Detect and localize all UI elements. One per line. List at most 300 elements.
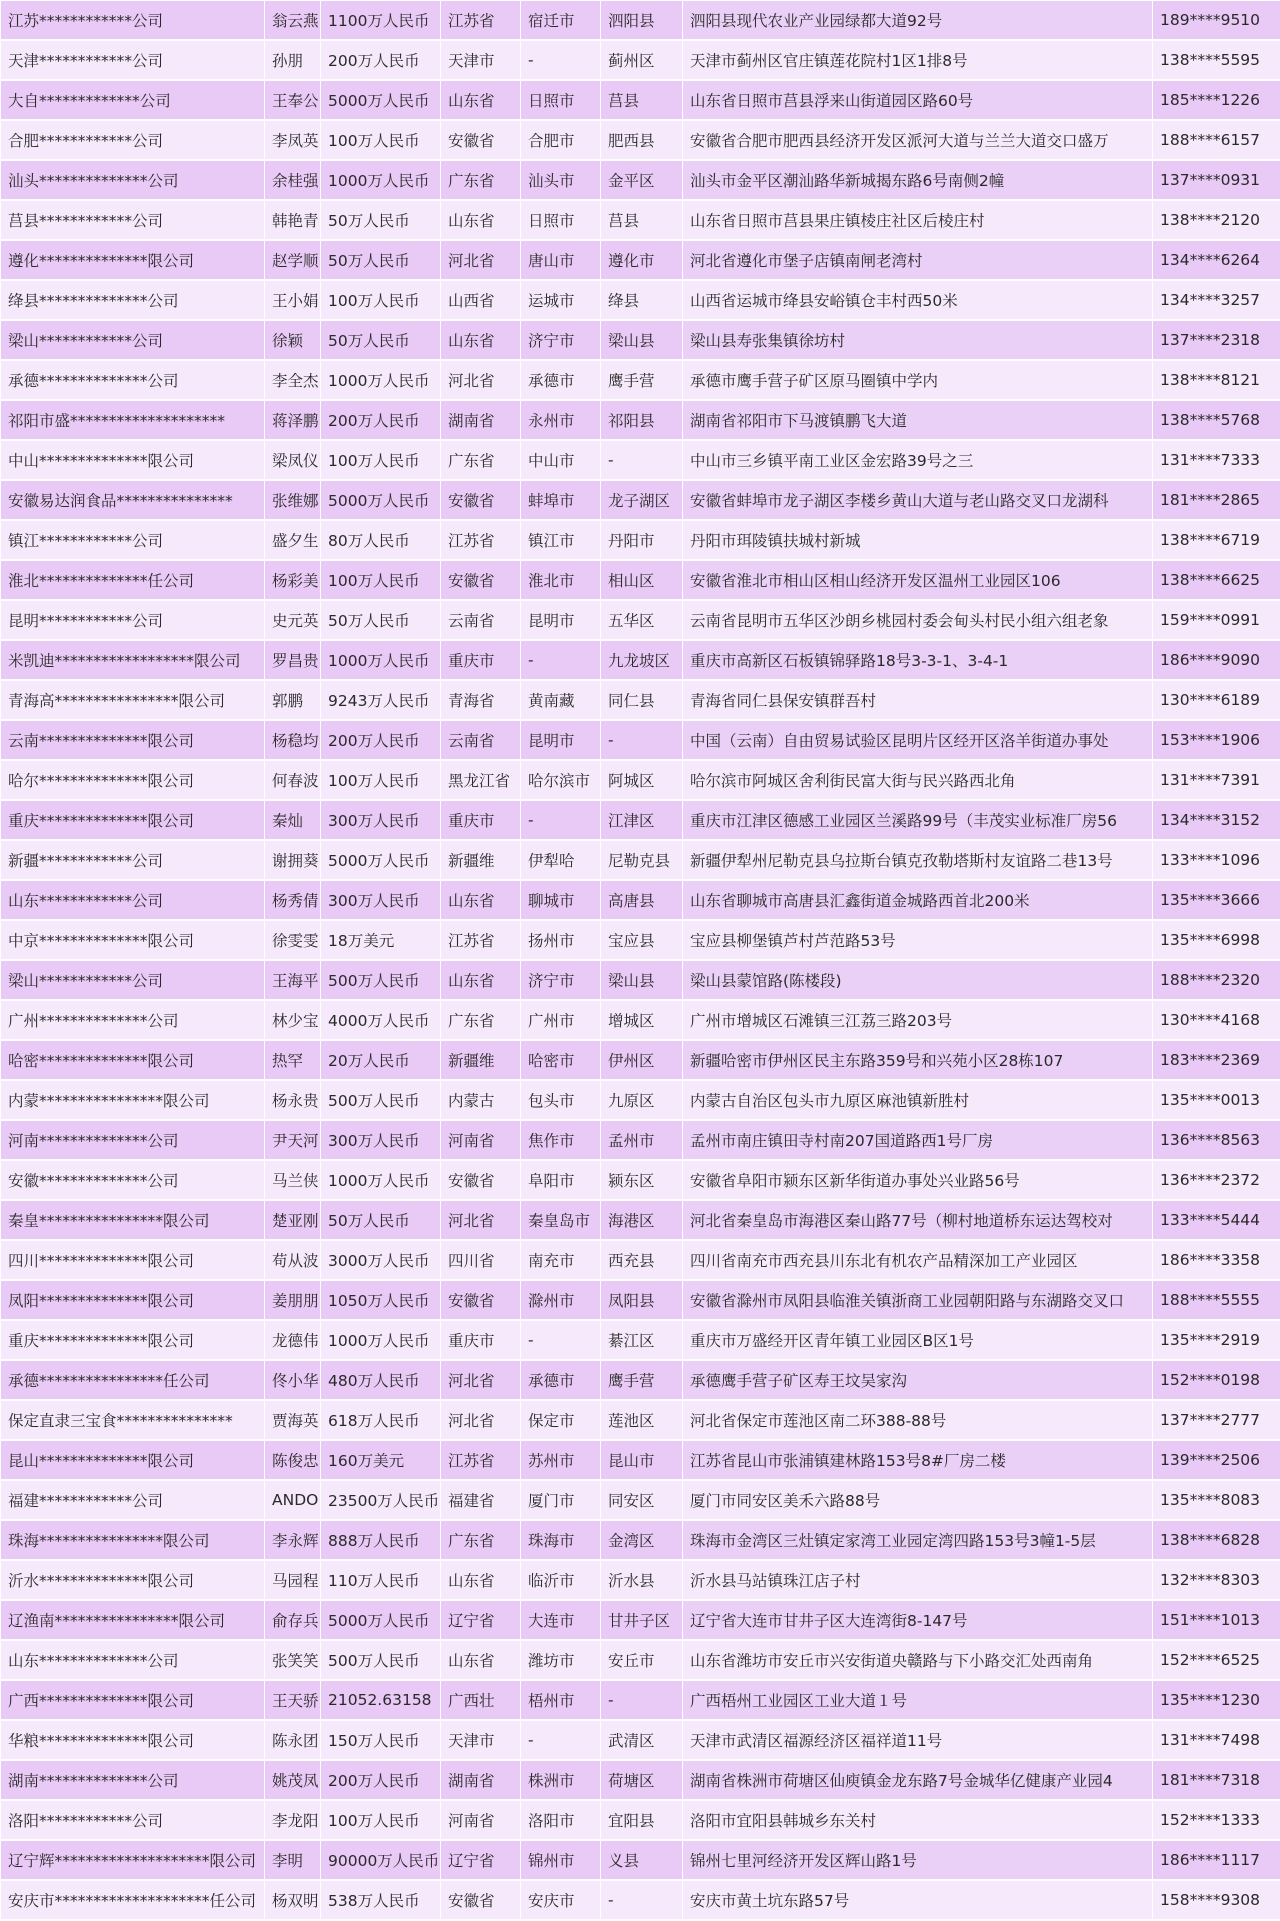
table-row [1, 520, 1280, 560]
province-cell: 山东省 [441, 960, 521, 1000]
district-cell: 孟州市 [601, 1120, 683, 1160]
capital-cell: 5000万人民币 [321, 80, 441, 120]
company-name-cell: 洛阳************公司 [1, 1800, 265, 1840]
capital-cell: 1000万人民币 [321, 360, 441, 400]
legal-rep-cell: 陈永团 [265, 1720, 321, 1760]
legal-rep-cell: 李全杰 [265, 360, 321, 400]
city-cell: 哈尔滨市 [521, 760, 601, 800]
company-name-cell: 承德****************任公司 [1, 1360, 265, 1400]
city-cell: 株洲市 [521, 1760, 601, 1800]
table-row [1, 1040, 1280, 1080]
company-name-cell: 云南**************限公司 [1, 720, 265, 760]
table-row [1, 120, 1280, 160]
province-cell: 山东省 [441, 1560, 521, 1600]
table-row [1, 1680, 1280, 1720]
district-cell: - [601, 440, 683, 480]
district-cell: 阿城区 [601, 760, 683, 800]
district-cell: 沂水县 [601, 1560, 683, 1600]
legal-rep-cell: 谢拥葵 [265, 840, 321, 880]
city-cell: 运城市 [521, 280, 601, 320]
capital-cell: 90000万人民币 [321, 1840, 441, 1880]
company-name-cell: 广州**************公司 [1, 1000, 265, 1040]
legal-rep-cell: 姚茂凤 [265, 1760, 321, 1800]
legal-rep-cell: 楚亚刚 [265, 1200, 321, 1240]
legal-rep-cell: 史元英 [265, 600, 321, 640]
legal-rep-cell: 何春波 [265, 760, 321, 800]
company-name-cell: 内蒙****************限公司 [1, 1080, 265, 1120]
province-cell: 安徽省 [441, 1280, 521, 1320]
table-row [1, 1000, 1280, 1040]
capital-cell: 300万人民币 [321, 880, 441, 920]
city-cell: 日照市 [521, 200, 601, 240]
address-cell: 新疆哈密市伊州区民主东路359号和兴苑小区28栋107 [683, 1040, 1153, 1080]
legal-rep-cell: 郭鹏 [265, 680, 321, 720]
city-cell: 哈密市 [521, 1040, 601, 1080]
city-cell: - [521, 1720, 601, 1760]
table-row [1, 1160, 1280, 1200]
district-cell: 梁山县 [601, 960, 683, 1000]
phone-cell: 138****6625 [1153, 560, 1280, 600]
company-name-cell: 安徽**************公司 [1, 1160, 265, 1200]
province-cell: 河南省 [441, 1800, 521, 1840]
company-name-cell: 昆明************公司 [1, 600, 265, 640]
district-cell: 金湾区 [601, 1520, 683, 1560]
district-cell: 丹阳市 [601, 520, 683, 560]
city-cell: 中山市 [521, 440, 601, 480]
company-name-cell: 天津************公司 [1, 40, 265, 80]
district-cell: 遵化市 [601, 240, 683, 280]
address-cell: 安徽省合肥市肥西县经济开发区派河大道与兰兰大道交口盛万 [683, 120, 1153, 160]
capital-cell: 500万人民币 [321, 960, 441, 1000]
district-cell: 鹰手营 [601, 1360, 683, 1400]
province-cell: 重庆市 [441, 640, 521, 680]
city-cell: 南充市 [521, 1240, 601, 1280]
phone-cell: 138****5595 [1153, 40, 1280, 80]
company-name-cell: 湖南**************公司 [1, 1760, 265, 1800]
table-row [1, 1280, 1280, 1320]
company-name-cell: 莒县************公司 [1, 200, 265, 240]
district-cell: 同仁县 [601, 680, 683, 720]
district-cell: 祁阳县 [601, 400, 683, 440]
province-cell: 河北省 [441, 1360, 521, 1400]
address-cell: 中山市三乡镇平南工业区金宏路39号之三 [683, 440, 1153, 480]
capital-cell: 80万人民币 [321, 520, 441, 560]
province-cell: 四川省 [441, 1240, 521, 1280]
city-cell: - [521, 640, 601, 680]
address-cell: 梁山县寿张集镇徐坊村 [683, 320, 1153, 360]
district-cell: 蓟州区 [601, 40, 683, 80]
company-name-cell: 沂水**************限公司 [1, 1560, 265, 1600]
city-cell: 合肥市 [521, 120, 601, 160]
phone-cell: 134****3152 [1153, 800, 1280, 840]
address-cell: 山东省聊城市高唐县汇鑫街道金城路西首北200米 [683, 880, 1153, 920]
district-cell: 綦江区 [601, 1320, 683, 1360]
province-cell: 辽宁省 [441, 1600, 521, 1640]
capital-cell: 1000万人民币 [321, 1320, 441, 1360]
legal-rep-cell: ANDO [265, 1480, 321, 1520]
company-name-cell: 哈密**************限公司 [1, 1040, 265, 1080]
province-cell: 广东省 [441, 1000, 521, 1040]
address-cell: 安徽省阜阳市颍东区新华街道办事处兴业路56号 [683, 1160, 1153, 1200]
district-cell: 莲池区 [601, 1400, 683, 1440]
district-cell: 梁山县 [601, 320, 683, 360]
table-row [1, 1120, 1280, 1160]
legal-rep-cell: 姜朋朋 [265, 1280, 321, 1320]
company-name-cell: 米凯迪******************限公司 [1, 640, 265, 680]
address-cell: 哈尔滨市阿城区舍利街民富大街与民兴路西北角 [683, 760, 1153, 800]
capital-cell: 200万人民币 [321, 1760, 441, 1800]
table-row [1, 320, 1280, 360]
province-cell: 云南省 [441, 600, 521, 640]
address-cell: 中国（云南）自由贸易试验区昆明片区经开区洛羊街道办事处 [683, 720, 1153, 760]
address-cell: 四川省南充市西充县川东北有机农产品精深加工产业园区 [683, 1240, 1153, 1280]
table-row [1, 1480, 1280, 1520]
city-cell: 包头市 [521, 1080, 601, 1120]
district-cell: 荷塘区 [601, 1760, 683, 1800]
company-name-cell: 辽渔南****************限公司 [1, 1600, 265, 1640]
city-cell: 广州市 [521, 1000, 601, 1040]
legal-rep-cell: 张笑笑 [265, 1640, 321, 1680]
table-row [1, 1440, 1280, 1480]
address-cell: 沂水县马站镇珠江店子村 [683, 1560, 1153, 1600]
address-cell: 安徽省滁州市凤阳县临淮关镇浙商工业园朝阳路与东湖路交叉口 [683, 1280, 1153, 1320]
table-row [1, 960, 1280, 1000]
company-name-cell: 哈尔**************限公司 [1, 760, 265, 800]
city-cell: 焦作市 [521, 1120, 601, 1160]
district-cell: 泗阳县 [601, 1, 683, 41]
company-name-cell: 山东************公司 [1, 880, 265, 920]
province-cell: 重庆市 [441, 800, 521, 840]
province-cell: 湖南省 [441, 1760, 521, 1800]
company-name-cell: 重庆**************限公司 [1, 800, 265, 840]
city-cell: 聊城市 [521, 880, 601, 920]
district-cell: 高唐县 [601, 880, 683, 920]
address-cell: 汕头市金平区潮汕路华新城揭东路6号南侧2幢 [683, 160, 1153, 200]
address-cell: 梁山县蒙馆路(陈楼段) [683, 960, 1153, 1000]
district-cell: 西充县 [601, 1240, 683, 1280]
company-name-cell: 重庆**************限公司 [1, 1320, 265, 1360]
district-cell: 九原区 [601, 1080, 683, 1120]
legal-rep-cell: 张维娜 [265, 480, 321, 520]
legal-rep-cell: 苟从波 [265, 1240, 321, 1280]
address-cell: 江苏省昆山市张浦镇建林路153号8#厂房二楼 [683, 1440, 1153, 1480]
legal-rep-cell: 杨永贵 [265, 1080, 321, 1120]
province-cell: 新疆维 [441, 840, 521, 880]
province-cell: 天津市 [441, 1720, 521, 1760]
capital-cell: 618万人民币 [321, 1400, 441, 1440]
legal-rep-cell: 梁凤仪 [265, 440, 321, 480]
phone-cell: 183****2369 [1153, 1040, 1280, 1080]
table-row [1, 1720, 1280, 1760]
table-row [1, 1800, 1280, 1840]
address-cell: 丹阳市珥陵镇扶城村新城 [683, 520, 1153, 560]
phone-cell: 152****6525 [1153, 1640, 1280, 1680]
company-name-cell: 江苏************公司 [1, 1, 265, 41]
legal-rep-cell: 李凤英 [265, 120, 321, 160]
company-name-cell: 安徽易达润食品*************** [1, 480, 265, 520]
province-cell: 安徽省 [441, 120, 521, 160]
phone-cell: 188****5555 [1153, 1280, 1280, 1320]
legal-rep-cell: 王奉公 [265, 80, 321, 120]
table-row [1, 1, 1280, 41]
city-cell: 秦皇岛市 [521, 1200, 601, 1240]
city-cell: 临沂市 [521, 1560, 601, 1600]
legal-rep-cell: 赵学顺 [265, 240, 321, 280]
table-row [1, 880, 1280, 920]
city-cell: 昆明市 [521, 720, 601, 760]
province-cell: 安徽省 [441, 1880, 521, 1920]
address-cell: 厦门市同安区美禾六路88号 [683, 1480, 1153, 1520]
capital-cell: 50万人民币 [321, 320, 441, 360]
address-cell: 青海省同仁县保安镇群吾村 [683, 680, 1153, 720]
city-cell: 济宁市 [521, 320, 601, 360]
legal-rep-cell: 马园程 [265, 1560, 321, 1600]
capital-cell: 888万人民币 [321, 1520, 441, 1560]
district-cell: 五华区 [601, 600, 683, 640]
company-name-cell: 大自*************公司 [1, 80, 265, 120]
address-cell: 广州市增城区石滩镇三江荔三路203号 [683, 1000, 1153, 1040]
phone-cell: 185****1226 [1153, 80, 1280, 120]
district-cell: 同安区 [601, 1480, 683, 1520]
province-cell: 山东省 [441, 200, 521, 240]
legal-rep-cell: 俞存兵 [265, 1600, 321, 1640]
table-row [1, 440, 1280, 480]
table-row [1, 400, 1280, 440]
province-cell: 江苏省 [441, 920, 521, 960]
city-cell: 保定市 [521, 1400, 601, 1440]
city-cell: 阜阳市 [521, 1160, 601, 1200]
address-cell: 重庆市万盛经开区青年镇工业园区B区1号 [683, 1320, 1153, 1360]
table-row [1, 40, 1280, 80]
company-name-cell: 梁山************公司 [1, 320, 265, 360]
address-cell: 山东省日照市莒县浮来山街道园区路60号 [683, 80, 1153, 120]
table-row [1, 560, 1280, 600]
city-cell: 昆明市 [521, 600, 601, 640]
district-cell: 甘井子区 [601, 1600, 683, 1640]
phone-cell: 134****3257 [1153, 280, 1280, 320]
legal-rep-cell: 热罕 [265, 1040, 321, 1080]
district-cell: 安丘市 [601, 1640, 683, 1680]
capital-cell: 110万人民币 [321, 1560, 441, 1600]
phone-cell: 186****1117 [1153, 1840, 1280, 1880]
company-name-cell: 昆山**************限公司 [1, 1440, 265, 1480]
capital-cell: 50万人民币 [321, 240, 441, 280]
address-cell: 山东省潍坊市安丘市兴安街道央赣路与下小路交汇处西南角 [683, 1640, 1153, 1680]
legal-rep-cell: 孙朋 [265, 40, 321, 80]
company-name-cell: 凤阳**************限公司 [1, 1280, 265, 1320]
capital-cell: 21052.63158 [321, 1680, 441, 1720]
district-cell: 颍东区 [601, 1160, 683, 1200]
phone-cell: 135****8083 [1153, 1480, 1280, 1520]
district-cell: 相山区 [601, 560, 683, 600]
province-cell: 广东省 [441, 1520, 521, 1560]
legal-rep-cell: 杨稳均 [265, 720, 321, 760]
table-row [1, 840, 1280, 880]
phone-cell: 151****1013 [1153, 1600, 1280, 1640]
city-cell: 梧州市 [521, 1680, 601, 1720]
capital-cell: 5000万人民币 [321, 1600, 441, 1640]
phone-cell: 181****7318 [1153, 1760, 1280, 1800]
capital-cell: 20万人民币 [321, 1040, 441, 1080]
phone-cell: 135****6998 [1153, 920, 1280, 960]
company-name-cell: 秦皇****************限公司 [1, 1200, 265, 1240]
capital-cell: 538万人民币 [321, 1880, 441, 1920]
capital-cell: 1100万人民币 [321, 1, 441, 41]
company-name-cell: 新疆************公司 [1, 840, 265, 880]
phone-cell: 135****3666 [1153, 880, 1280, 920]
capital-cell: 18万美元 [321, 920, 441, 960]
phone-cell: 186****9090 [1153, 640, 1280, 680]
table-row [1, 280, 1280, 320]
phone-cell: 138****5768 [1153, 400, 1280, 440]
table-row [1, 720, 1280, 760]
table-row [1, 800, 1280, 840]
capital-cell: 100万人民币 [321, 1800, 441, 1840]
capital-cell: 1000万人民币 [321, 160, 441, 200]
district-cell: - [601, 1680, 683, 1720]
legal-rep-cell: 蒋泽鹏 [265, 400, 321, 440]
capital-cell: 100万人民币 [321, 440, 441, 480]
address-cell: 河北省遵化市堡子店镇南闸老湾村 [683, 240, 1153, 280]
company-name-cell: 承德**************公司 [1, 360, 265, 400]
table-row [1, 1880, 1280, 1920]
legal-rep-cell: 王小娟 [265, 280, 321, 320]
legal-rep-cell: 王天骄 [265, 1680, 321, 1720]
district-cell: 江津区 [601, 800, 683, 840]
city-cell: 承德市 [521, 1360, 601, 1400]
table-row [1, 1360, 1280, 1400]
city-cell: 潍坊市 [521, 1640, 601, 1680]
phone-cell: 131****7391 [1153, 760, 1280, 800]
district-cell: 龙子湖区 [601, 480, 683, 520]
province-cell: 内蒙古 [441, 1080, 521, 1120]
district-cell: 宝应县 [601, 920, 683, 960]
phone-cell: 132****8303 [1153, 1560, 1280, 1600]
company-name-cell: 珠海****************限公司 [1, 1520, 265, 1560]
capital-cell: 100万人民币 [321, 760, 441, 800]
city-cell: 唐山市 [521, 240, 601, 280]
phone-cell: 188****6157 [1153, 120, 1280, 160]
address-cell: 天津市武清区福源经济区福祥道11号 [683, 1720, 1153, 1760]
capital-cell: 1000万人民币 [321, 640, 441, 680]
district-cell: - [601, 1880, 683, 1920]
table-row [1, 600, 1280, 640]
district-cell: 莒县 [601, 200, 683, 240]
city-cell: 永州市 [521, 400, 601, 440]
capital-cell: 160万美元 [321, 1440, 441, 1480]
company-name-cell: 镇江************公司 [1, 520, 265, 560]
capital-cell: 50万人民币 [321, 1200, 441, 1240]
table-row [1, 80, 1280, 120]
legal-rep-cell: 杨秀倩 [265, 880, 321, 920]
company-name-cell: 青海高****************限公司 [1, 680, 265, 720]
address-cell: 河北省秦皇岛市海港区秦山路77号（柳村地道桥东运达驾校对 [683, 1200, 1153, 1240]
legal-rep-cell: 李永辉 [265, 1520, 321, 1560]
district-cell: 鹰手营 [601, 360, 683, 400]
company-name-cell: 绛县**************公司 [1, 280, 265, 320]
address-cell: 承德市鹰手营子矿区原马圈镇中学内 [683, 360, 1153, 400]
capital-cell: 5000万人民币 [321, 840, 441, 880]
table-row [1, 480, 1280, 520]
company-name-cell: 山东**************公司 [1, 1640, 265, 1680]
phone-cell: 153****1906 [1153, 720, 1280, 760]
province-cell: 江苏省 [441, 1440, 521, 1480]
capital-cell: 50万人民币 [321, 200, 441, 240]
table-row [1, 1240, 1280, 1280]
legal-rep-cell: 韩艳青 [265, 200, 321, 240]
province-cell: 新疆维 [441, 1040, 521, 1080]
legal-rep-cell: 罗昌贵 [265, 640, 321, 680]
city-cell: 安庆市 [521, 1880, 601, 1920]
address-cell: 辽宁省大连市甘井子区大连湾街8-147号 [683, 1600, 1153, 1640]
address-cell: 河北省保定市莲池区南二环388-88号 [683, 1400, 1153, 1440]
table-row [1, 1760, 1280, 1800]
address-cell: 云南省昆明市五华区沙朗乡桃园村委会甸头村民小组六组老象 [683, 600, 1153, 640]
city-cell: 扬州市 [521, 920, 601, 960]
legal-rep-cell: 龙德伟 [265, 1320, 321, 1360]
province-cell: 江苏省 [441, 1, 521, 41]
table-row [1, 160, 1280, 200]
capital-cell: 500万人民币 [321, 1080, 441, 1120]
phone-cell: 130****4168 [1153, 1000, 1280, 1040]
province-cell: 山东省 [441, 1640, 521, 1680]
legal-rep-cell: 陈俊忠 [265, 1440, 321, 1480]
table-row [1, 680, 1280, 720]
address-cell: 珠海市金湾区三灶镇定家湾工业园定湾四路153号3幢1-5层 [683, 1520, 1153, 1560]
company-name-cell: 祁阳市盛******************** [1, 400, 265, 440]
company-name-cell: 四川**************限公司 [1, 1240, 265, 1280]
company-name-cell: 中京**************限公司 [1, 920, 265, 960]
city-cell: - [521, 800, 601, 840]
phone-cell: 133****1096 [1153, 840, 1280, 880]
phone-cell: 133****5444 [1153, 1200, 1280, 1240]
district-cell: 昆山市 [601, 1440, 683, 1480]
city-cell: 蚌埠市 [521, 480, 601, 520]
district-cell: 莒县 [601, 80, 683, 120]
legal-rep-cell: 林少宝 [265, 1000, 321, 1040]
address-cell: 泗阳县现代农业产业园绿都大道92号 [683, 1, 1153, 41]
district-cell: 义县 [601, 1840, 683, 1880]
phone-cell: 138****8121 [1153, 360, 1280, 400]
capital-cell: 200万人民币 [321, 400, 441, 440]
capital-cell: 300万人民币 [321, 1120, 441, 1160]
company-name-cell: 汕头**************公司 [1, 160, 265, 200]
address-cell: 锦州七里河经济开发区辉山路1号 [683, 1840, 1153, 1880]
address-cell: 承德鹰手营子矿区寿王坟吴家沟 [683, 1360, 1153, 1400]
province-cell: 山东省 [441, 880, 521, 920]
address-cell: 天津市蓟州区官庄镇莲花院村1区1排8号 [683, 40, 1153, 80]
phone-cell: 188****2320 [1153, 960, 1280, 1000]
province-cell: 天津市 [441, 40, 521, 80]
province-cell: 安徽省 [441, 560, 521, 600]
city-cell: 汕头市 [521, 160, 601, 200]
capital-cell: 23500万人民币 [321, 1480, 441, 1520]
phone-cell: 138****2120 [1153, 200, 1280, 240]
legal-rep-cell: 翁云燕 [265, 1, 321, 41]
phone-cell: 159****0991 [1153, 600, 1280, 640]
phone-cell: 138****6719 [1153, 520, 1280, 560]
phone-cell: 152****0198 [1153, 1360, 1280, 1400]
company-name-cell: 河南**************公司 [1, 1120, 265, 1160]
address-cell: 宝应县柳堡镇芦村芦范路53号 [683, 920, 1153, 960]
address-cell: 安徽省蚌埠市龙子湖区李楼乡黄山大道与老山路交叉口龙湖科 [683, 480, 1153, 520]
legal-rep-cell: 余桂强 [265, 160, 321, 200]
legal-rep-cell: 秦灿 [265, 800, 321, 840]
address-cell: 新疆伊犁州尼勒克县乌拉斯台镇克孜勒塔斯村友谊路二巷13号 [683, 840, 1153, 880]
legal-rep-cell: 盛夕生 [265, 520, 321, 560]
table-row [1, 1200, 1280, 1240]
province-cell: 广东省 [441, 440, 521, 480]
